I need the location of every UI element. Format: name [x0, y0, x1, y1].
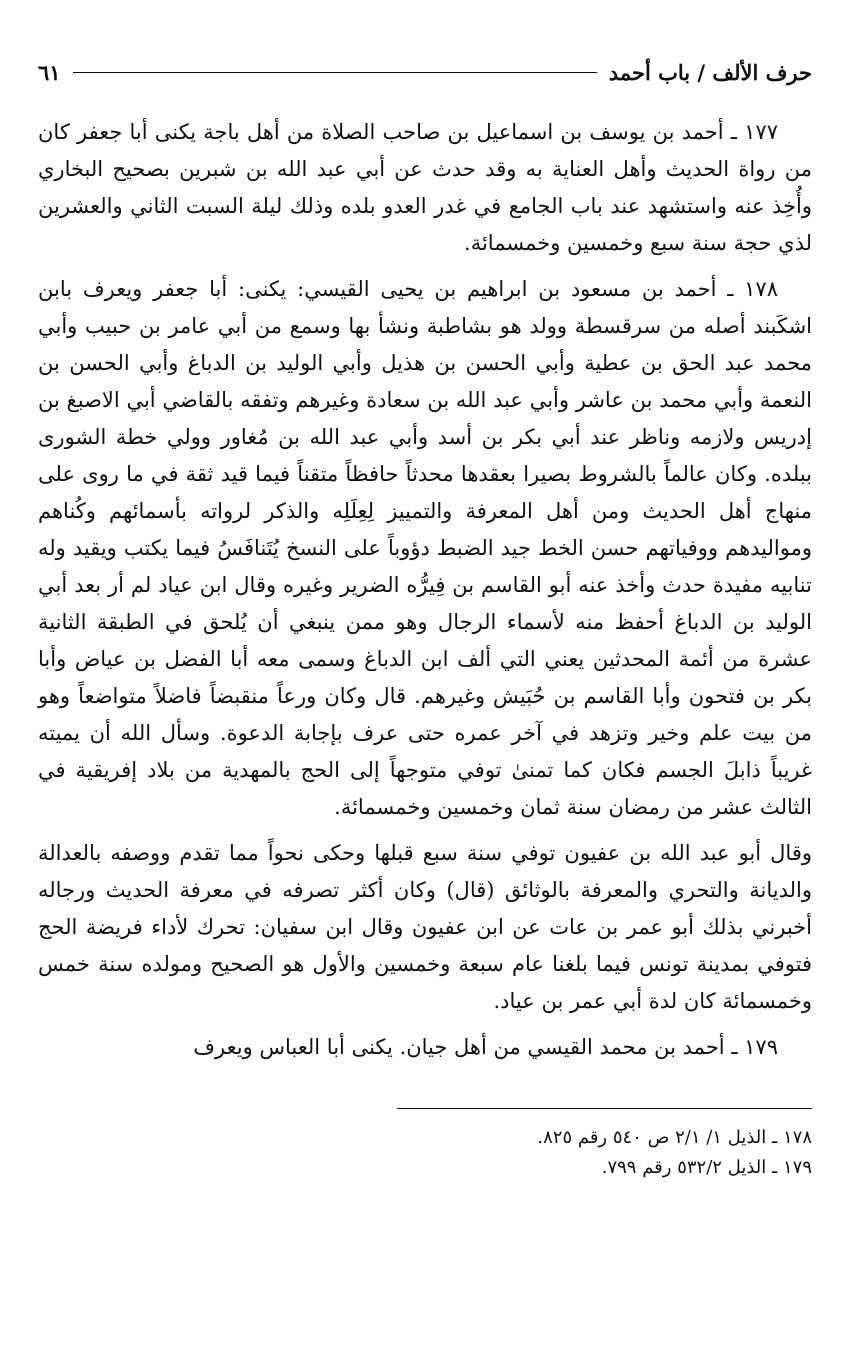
book-page: [38, 52, 812, 1183]
entry-177: ١٧٧ ـ أحمد بن يوسف بن اسماعيل بن صاحب الصلاة من أهل باجة يكنى أبا جعفر كان من رواة الحديث وأهل العناية به وقد حدث عن أبي عبد الله بن شبرين بصحيح البخاري وأُخِذ عنه واستشهد عند باب الجامع في غدر العدو بلده وذلك ليلة السبت الثاني والعشرين لذي حجة سنة سبع وخمسين وخمسمائة.: [38, 120, 812, 255]
header-title: حرف الألف / باب أحمد: [608, 59, 812, 85]
main-text: [38, 114, 812, 1066]
entry-179: ١٧٩ ـ أحمد بن محمد القيسي من أهل جيان. يكنى أبا العباس ويعرف: [193, 1035, 778, 1059]
footnotes: [38, 1123, 812, 1183]
running-header: [38, 52, 812, 92]
footnote-179: ١٧٩ ـ الذيل ٥٣٢/٢ رقم ٧٩٩.: [601, 1157, 812, 1178]
footnote-divider: [397, 1108, 812, 1109]
footnote-178: ١٧٨ ـ الذيل ١/ ٢/١ ص ٥٤٠ رقم ٨٢٥.: [537, 1127, 812, 1148]
entry-178: ١٧٨ ـ أحمد بن مسعود بن ابراهيم بن يحيى القيسي: يكنى: أبا جعفر ويعرف بابن اشكَبند أصله من سرقسطة وولد هو بشاطبة ونشأ بها وسمع من أبي عامر بن حبيب وأبي محمد عبد الحق بن عطية وأبي الحسن بن هذيل وأبي الوليد بن الدباغ وأبي الحسن بن النعمة وأبي محمد بن عاشر وأبي عبد الله بن سعادة وغيرهم وتفقه بالقاضي أبي الاصبغ بن إدريس ولازمه وناظر عند أبي بكر بن أسد وأبي عبد الله بن مُغاور وولي خطة الشورى ببلده. وكان عالماً بالشروط بصيرا بعقدها محدثاً حافظاً متقناً فيما قيد ثقة في ما روى على منهاج أهل الحديث ومن أهل المعرفة والتمييز لِعِلَلِه والذكر لرواته بأسمائهم وكُناهم ومواليدهم ووفياتهم حسن الخط جيد الضبط دؤوباً على النسخ يُتَنافَسُ فيما يكتب ويقيد وله تنابيه مفيدة حدث وأخذ عنه أبو القاسم بن فِيرُّه الضرير وغيره وقال ابن عياد لم أر بعد أبي الوليد بن الدباغ أحفظ منه لأسماء الرجال وهو ممن ينبغي أن يُلحق في الطبقة الثانية عشرة من أئمة المحدثين يعني التي ألف ابن الدباغ وسمى معه أبا الفضل بن عياض وأبا بكر بن فتحون وأبا القاسم بن حُبَيش وغيرهم. قال وكان ورعاً منقبضاً فاضلاً متواضعاً وهو من بيت علم وخير وتزهد في آخر عمره حتى عرف بإجابة الدعوة. وسأل الله أن يميته غريباً ذابلَ الجسم فكان كما تمنىٰ توفي متوجهاً إلى الحج بالمهدية من بلاد إفريقية في الثالث عشر من رمضان سنة ثمان وخمسين وخمسمائة.: [38, 277, 812, 819]
header-rule: [73, 72, 597, 73]
entry-178-continuation: وقال أبو عبد الله بن عفيون توفي سنة سبع قبلها وحكى نحواً مما تقدم ووصفه بالعدالة والديانة والتحري والمعرفة بالوثائق (قال) وكان أكثر تصرفه في معرفة الحديث ورجاله أخبرني بذلك أبو عمر بن عات عن ابن عفيون وقال ابن سفيان: تحرك لأداء فريضة الحج فتوفي بمدينة تونس فيما بلغنا عام سبعة وخمسين والأول هو الصحيح ومولده سنة خمس وخمسمائة كان لدة أبي عمر بن عياد.: [38, 841, 812, 1013]
page-number: ٦١: [38, 59, 61, 85]
